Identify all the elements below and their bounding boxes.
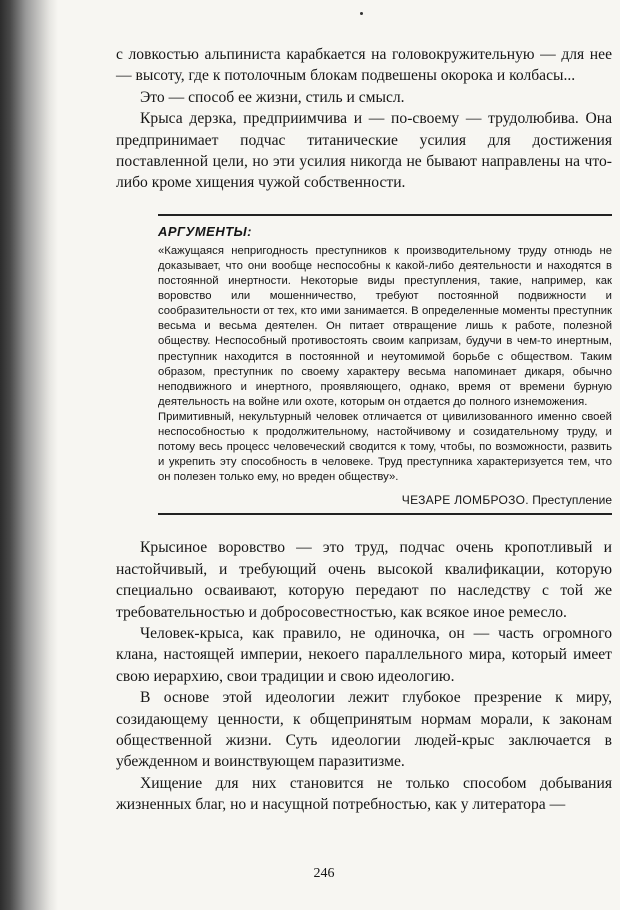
paragraph: Крысиное воровство — это труд, подчас очень кропотливый и настойчивый, и требующий очень высокой квалификации, которую специально осваивают, которую передают по наследству с той же требовательностью и добросовестностью, как всякое иное ремесло. xyxy=(116,539,612,621)
quote-work: Преступление xyxy=(532,493,612,508)
quote-paragraph: «Кажущаяся непригодность преступников к производительному труду отнюдь не доказывает, что они вообще неспособны к какой-либо деятельности и находятся в постоянной инертности. Некоторые виды преступления, такие, например, как воровство или мошенничество, требуют постоянной подвижности и сообразительности от тех, кто ими занимается. В определенные моменты преступник весьма и весьма деятелен. Он питает отвращение лишь к работе, полезной обществу. Неспособный противостоять своим капризам, будучи в чем-то инертным, преступник находится в постоянной и неутомимой борьбе с обществом. Таким образом, преступник по своему характеру весьма напоминает дикаря, обычно неподвижного и инертного, проявляющего, однако, время от времени бурную деятельность на войне или охоте, которым он отдается до полного изнеможения. xyxy=(158,244,612,408)
paragraph: Крыса дерзка, предприимчива и — по-своему — трудолюбива. Она предпринимает подчас титанические усилия для достижения поставленной цели, но эти усилия никогда не бывают направлены на что-либо кроме хищения чужой собственности. xyxy=(116,110,612,192)
sidebar-quote xyxy=(158,244,612,486)
paragraph: Это — способ ее жизни, стиль и смысл. xyxy=(140,88,405,106)
book-spine-shadow xyxy=(0,0,58,910)
speck xyxy=(360,12,363,15)
bottom-text xyxy=(116,537,612,815)
page-number: 246 xyxy=(313,866,335,881)
quote-author: ЧЕЗАРЕ ЛОМБРОЗО. xyxy=(401,493,529,508)
paragraph: Человек-крыса, как правило, не одиночка, он — часть огромного клана, настоящей империи, некоего параллельного мира, который имеет свою иерархию, свои традиции и свою идеологию. xyxy=(116,624,612,685)
paragraph: с ловкостью альпиниста карабкается на головокружительную — для нее — высоту, где к потолочным блокам подвешены окорока и колбасы... xyxy=(116,46,612,85)
quote-source xyxy=(158,493,612,507)
top-text xyxy=(116,44,612,194)
paragraph: Хищение для них становится не только способом добывания жизненных благ, но и насущной потребностью, как у литератора — xyxy=(116,774,612,814)
quote-paragraph: Примитивный, некультурный человек отличается от цивилизованного именно своей неспособностью к продолжительному, настойчивому и созидательному труду, и потому весь процесс человеческий сводится к тому, чтобы, по возможности, развить и укрепить эту способность в человеке. Труд преступника характеризуется тем, что он полезен только ему, но вреден обществу». xyxy=(158,410,612,484)
arguments-sidebar xyxy=(158,214,612,516)
sidebar-title: АРГУМЕНТЫ: xyxy=(158,223,253,239)
page-content xyxy=(116,44,612,816)
paragraph: В основе этой идеологии лежит глубокое презрение к миру, созидающему ценности, к общепринятым нормам морали, к законам общественной жизни. Суть идеологии людей-крыс заключается в убежденном и воинствующем паразитизме. xyxy=(116,689,612,771)
